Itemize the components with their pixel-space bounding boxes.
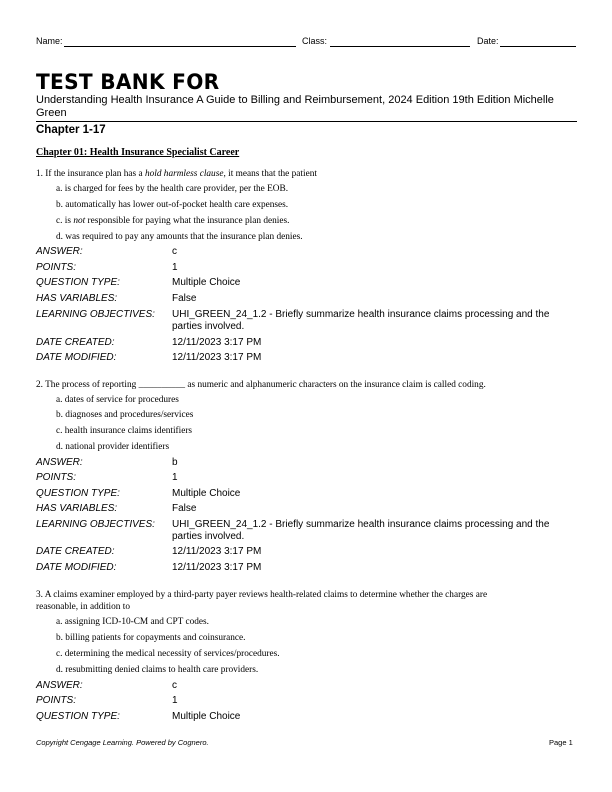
name-label: Name: (36, 36, 63, 46)
question-1-option-c (56, 215, 289, 227)
date-created-label: DATE CREATED: (36, 337, 115, 348)
question-1-option-c-start: c. is (56, 216, 74, 226)
question-type-value: Multiple Choice (172, 488, 241, 499)
answer-value: c (172, 680, 177, 691)
chapter-heading: Chapter 01: Health Insurance Specialist Career (36, 147, 240, 158)
chapter-range: Chapter 1-17 (36, 124, 106, 136)
class-label: Class: (302, 36, 328, 46)
date-created-value: 12/11/2023 3:17 PM (172, 337, 262, 348)
question-2-option-b: b. diagnoses and procedures/services (56, 410, 194, 420)
question-3-stem-line-1: 3. A claims examiner employed by a third-party payer reviews health-related claims to determine whether the charges are (36, 590, 488, 600)
answer-label: ANSWER: (36, 246, 83, 257)
question-2-stem: 2. The process of reporting __________ as numeric and alphanumeric characters on the insurance claim is called coding. (36, 380, 486, 390)
learning-objectives-value: UHI_GREEN_24_1.2 - Briefly summarize health insurance claims processing and the parties involved. (172, 309, 550, 332)
question-3-option-a: a. assigning ICD-10-CM and CPT codes. (56, 617, 209, 627)
date-created-label: DATE CREATED: (36, 546, 115, 557)
question-1-stem (36, 168, 576, 180)
question-type-label: QUESTION TYPE: (36, 488, 120, 499)
student-info-row (36, 36, 576, 50)
date-modified-value: 12/11/2023 3:17 PM (172, 562, 262, 573)
title-divider (36, 121, 577, 122)
question-2-option-c: c. health insurance claims identifiers (56, 426, 193, 436)
points-value: 1 (172, 695, 178, 706)
question-1-stem-start: 1. If the insurance plan has a (36, 169, 145, 179)
question-1-option-b: b. automatically has lower out-of-pocket health care expenses. (56, 200, 289, 210)
question-3-option-d: d. resubmitting denied claims to health care providers. (56, 665, 259, 675)
copyright-footer: Copyright Cengage Learning. Powered by Cognero. (36, 738, 209, 747)
learning-objectives-value: UHI_GREEN_24_1.2 - Briefly summarize health insurance claims processing and the parties involved. (172, 519, 550, 542)
question-type-value: Multiple Choice (172, 277, 241, 288)
question-3-option-c: c. determining the medical necessity of services/procedures. (56, 649, 280, 659)
answer-label: ANSWER: (36, 680, 83, 691)
question-type-label: QUESTION TYPE: (36, 711, 120, 722)
learning-objectives-label: LEARNING OBJECTIVES: (36, 519, 155, 530)
date-blank (500, 46, 576, 47)
answer-value: c (172, 246, 177, 257)
question-1-option-d: d. was required to pay any amounts that the insurance plan denies. (56, 232, 303, 242)
points-value: 1 (172, 472, 178, 483)
has-variables-label: HAS VARIABLES: (36, 503, 118, 514)
question-1-option-c-end: responsible for paying what the insurance plan denies. (85, 216, 290, 226)
question-type-value: Multiple Choice (172, 711, 241, 722)
points-label: POINTS: (36, 695, 77, 706)
date-modified-label: DATE MODIFIED: (36, 352, 117, 363)
date-label: Date: (477, 36, 499, 46)
date-modified-label: DATE MODIFIED: (36, 562, 117, 573)
question-2-option-a: a. dates of service for procedures (56, 395, 179, 405)
question-3-option-b: b. billing patients for copayments and coinsurance. (56, 633, 246, 643)
answer-value: b (172, 457, 178, 468)
book-subtitle: Understanding Health Insurance A Guide to Billing and Reimbursement, 2024 Edition 19th Edition Michelle Green (36, 94, 554, 119)
date-created-value: 12/11/2023 3:17 PM (172, 546, 262, 557)
question-3-stem-line-2: reasonable, in addition to (36, 602, 130, 612)
learning-objectives-label: LEARNING OBJECTIVES: (36, 309, 155, 320)
has-variables-label: HAS VARIABLES: (36, 293, 118, 304)
class-blank (330, 46, 470, 47)
question-1-option-c-emphasis: not (73, 216, 86, 226)
date-modified-value: 12/11/2023 3:17 PM (172, 352, 262, 363)
points-value: 1 (172, 262, 178, 273)
page-number: Page 1 (549, 738, 573, 747)
question-type-label: QUESTION TYPE: (36, 277, 120, 288)
page-title: TEST BANK FOR (36, 70, 220, 94)
question-2-option-d: d. national provider identifiers (56, 442, 170, 452)
has-variables-value: False (172, 503, 197, 514)
question-1-stem-end: , it means that the patient (223, 169, 317, 179)
points-label: POINTS: (36, 472, 77, 483)
answer-label: ANSWER: (36, 457, 83, 468)
points-label: POINTS: (36, 262, 77, 273)
has-variables-value: False (172, 293, 197, 304)
name-blank (64, 46, 296, 47)
question-1-option-a: a. is charged for fees by the health care provider, per the EOB. (56, 184, 289, 194)
question-1-term: hold harmless clause (144, 169, 224, 179)
